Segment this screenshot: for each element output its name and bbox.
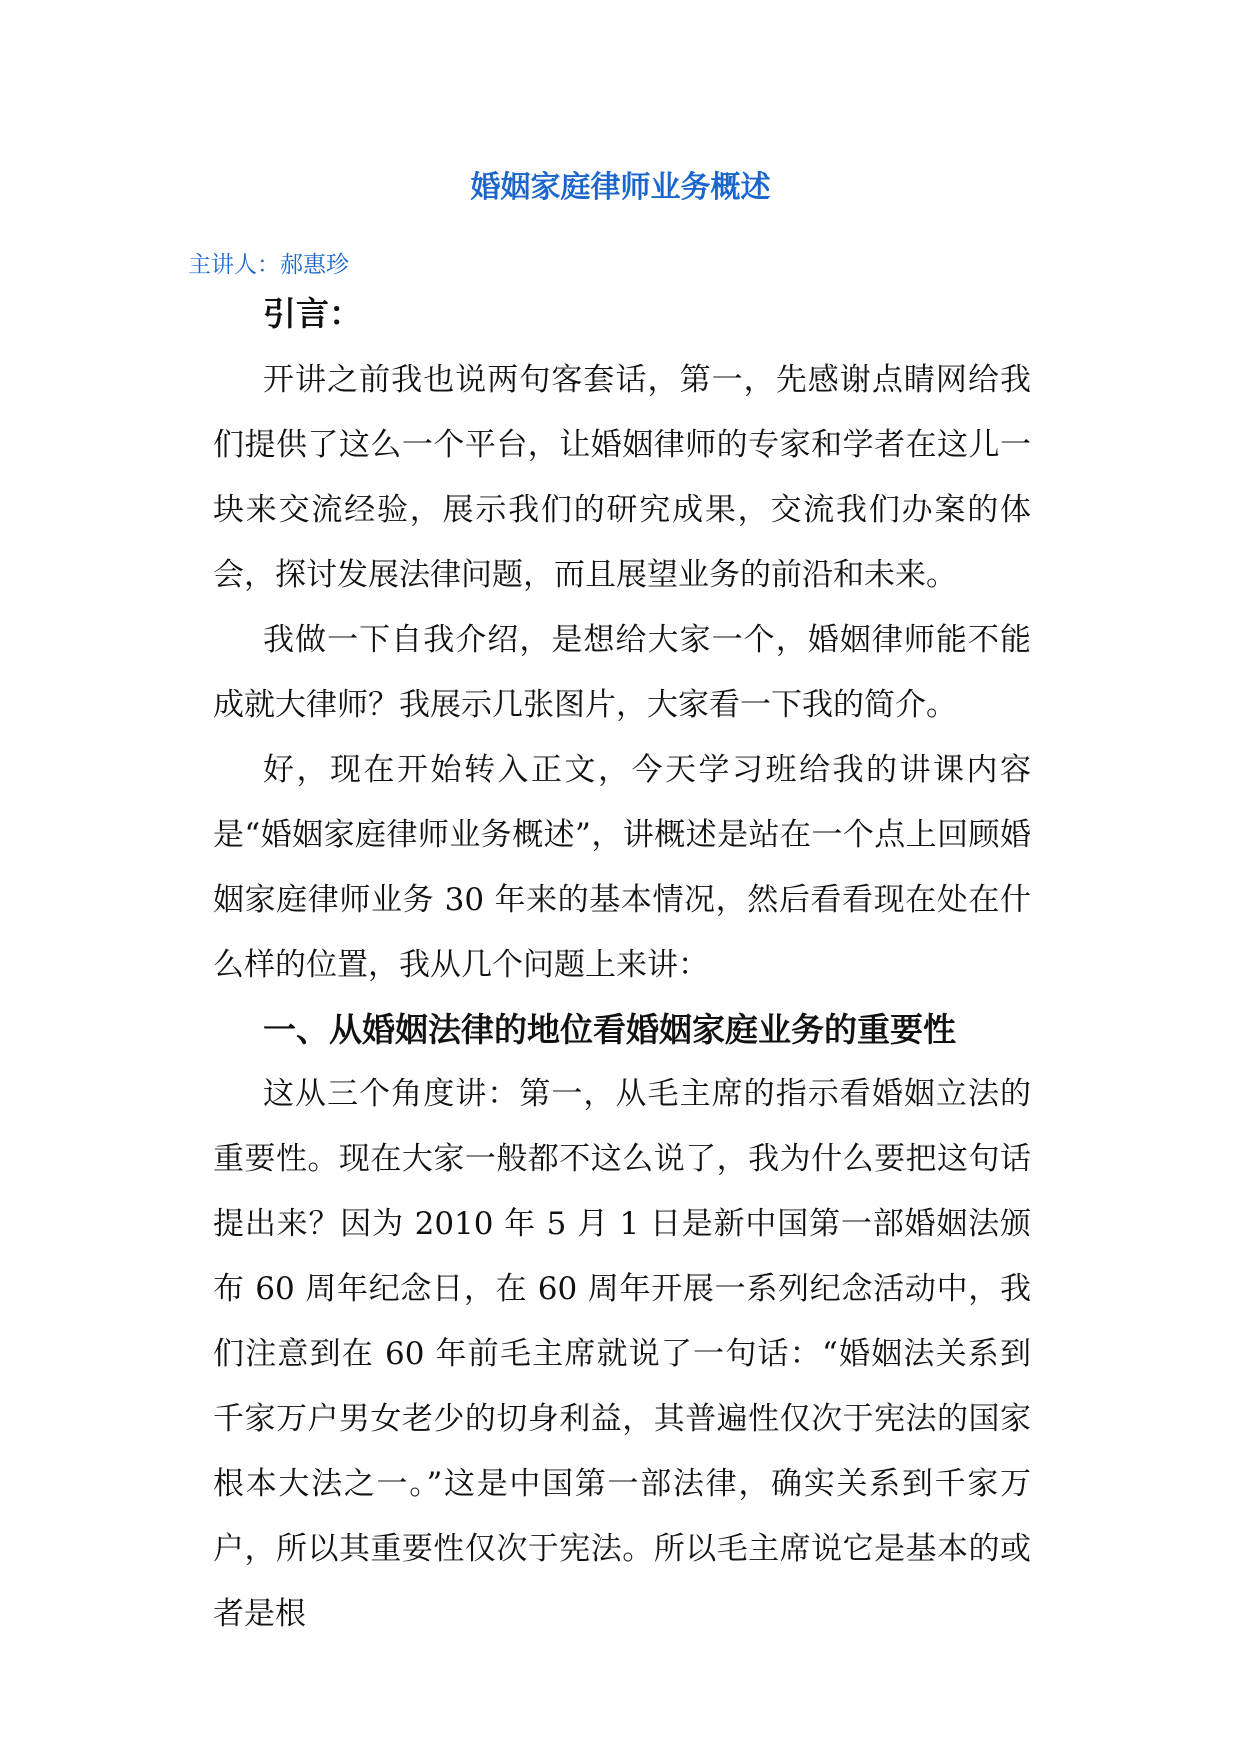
document-body — [213, 292, 1031, 1647]
intro-heading: 引言： — [263, 294, 362, 333]
document-title: 婚姻家庭律师业务概述 — [470, 170, 771, 205]
section1-paragraph: 这从三个角度讲：第一，从毛主席的指示看婚姻立法的重要性。现在大家一般都不这么说了，我为什么要把这句话提出来？因为 2010 年 5 月 1 日是新中国第一部婚姻法颁布 60 周年纪念日，在 60 周年开展一系列纪念活动中，我们注意到在 60 年前毛主席就说了一句话：“婚姻法关系到千家万户男女老少的切身利益，其普遍性仅次于宪法的国家根本大法之一。”这是中国第一部法律，确实关系到千家万户，所以其重要性仅次于宪法。所以毛主席说它是基本的或者是根 — [213, 1076, 1031, 1632]
speaker-line: 主讲人：郝惠珍 — [188, 252, 349, 278]
intro-paragraph-1: 开讲之前我也说两句客套话，第一，先感谢点睛网给我们提供了这么一个平台，让婚姻律师的专家和学者在这儿一块来交流经验，展示我们的研究成果，交流我们办案的体会，探讨发展法律问题，而且展望业务的前沿和未来。 — [213, 362, 1031, 593]
section1-heading: 一、从婚姻法律的地位看婚姻家庭业务的重要性 — [263, 1010, 956, 1049]
intro-paragraph-2: 我做一下自我介绍，是想给大家一个，婚姻律师能不能成就大律师？我展示几张图片，大家看一下我的简介。 — [213, 622, 1031, 723]
intro-paragraph-3: 好，现在开始转入正文，今天学习班给我的讲课内容是“婚姻家庭律师业务概述”，讲概述是站在一个点上回顾婚姻家庭律师业务 30 年来的基本情况，然后看看现在处在什么样的位置，我从几个问题上来讲： — [213, 752, 1031, 983]
